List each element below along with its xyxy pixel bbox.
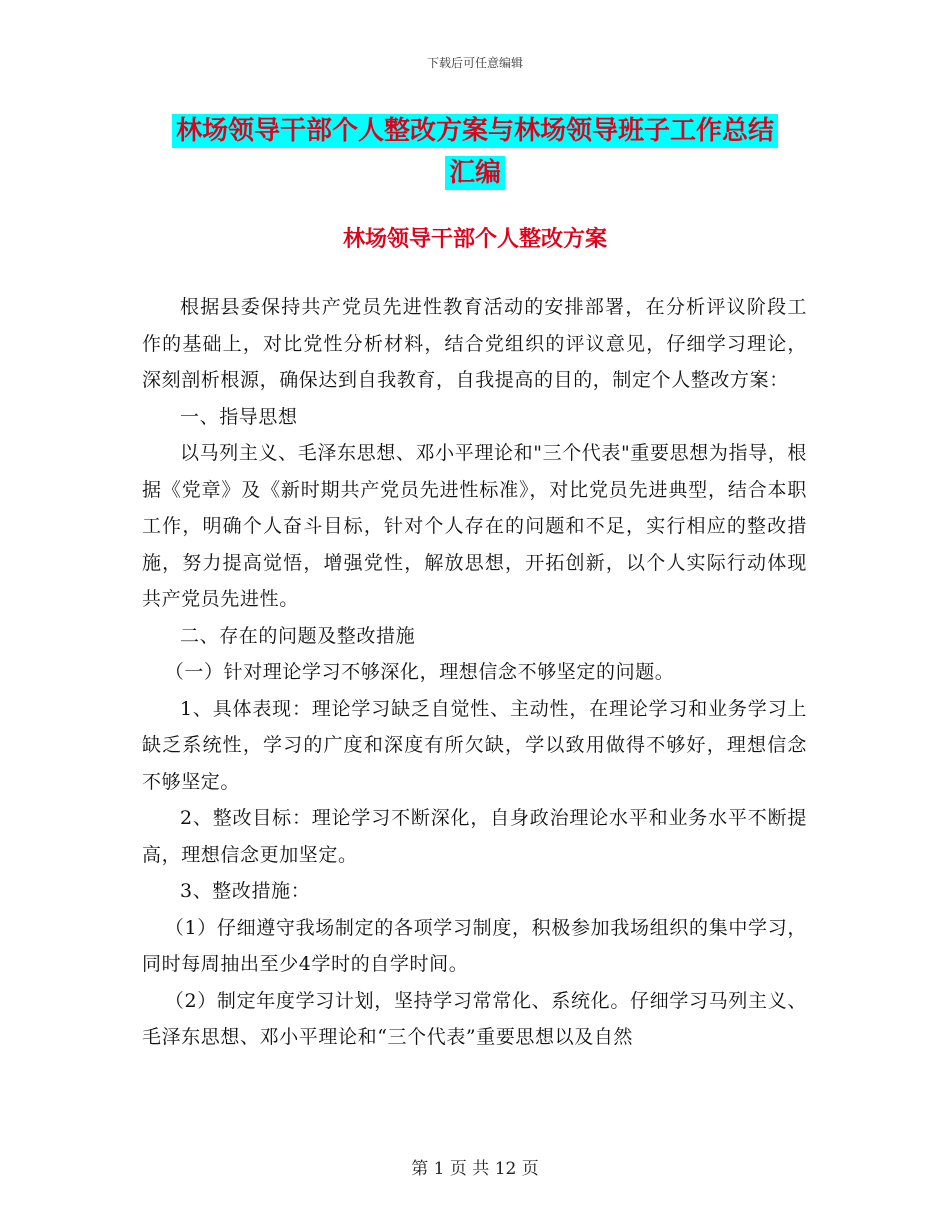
paragraph-measure-1: （1）仔细遵守我场制定的各项学习制度，积极参加我场组织的集中学习，同时每周抽出至少4学时的自学时间。 [142,916,807,975]
heading-problems-measures: 二、存在的问题及整改措施 [180,624,416,647]
document-title-line2: 汇编 [445,156,505,190]
document-title-line1: 林场领导干部个人整改方案与林场领导班子工作总结 [172,114,778,148]
document-body [142,289,807,1056]
section-title: 林场领导干部个人整改方案 [342,227,607,252]
document-title [150,110,800,194]
header-note: 下载后可任意编辑 [426,56,523,70]
heading-guiding-thought: 一、指导思想 [180,405,298,428]
paragraph-guiding-thought: 以马列主义、毛泽东思想、邓小平理论和"三个代表"重要思想为指导，根据《党章》及《新时期共产党员先进性标准》，对比党员先进典型，结合本职工作，明确个人奋斗目标，针对个人存在的问题和不足，实行相应的整改措施，努力提高觉悟，增强党性，解放思想，开拓创新，以个人实际行动体现共产党员先进性。 [142,442,807,610]
paragraph-measures-heading: 3、整改措施： [180,880,311,902]
subheading-theory-study: （一）针对理论学习不够深化，理想信念不够坚定的问题。 [164,661,675,683]
paragraph-measure-2: （2）制定年度学习计划，坚持学习常常化、系统化。仔细学习马列主义、毛泽东思想、邓小平理论和“三个代表”重要思想以及自然 [142,989,807,1048]
paragraph-intro: 根据县委保持共产党员先进性教育活动的安排部署，在分析评议阶段工作的基础上，对比党性分析材料，结合党组织的评议意见，仔细学习理论，深刻剖析根源，确保达到自我教育，自我提高的目的，制定个人整改方案： [142,296,807,391]
paragraph-goal: 2、整改目标：理论学习不断深化，自身政治理论水平和业务水平不断提高，理想信念更加坚定。 [142,807,807,866]
paragraph-manifestation: 1、具体表现：理论学习缺乏自觉性、主动性，在理论学习和业务学习上缺乏系统性，学习的广度和深度有所欠缺，学以致用做得不够好，理想信念不够坚定。 [142,697,807,793]
page-footer: 第 1 页 共 12 页 [411,1159,539,1179]
